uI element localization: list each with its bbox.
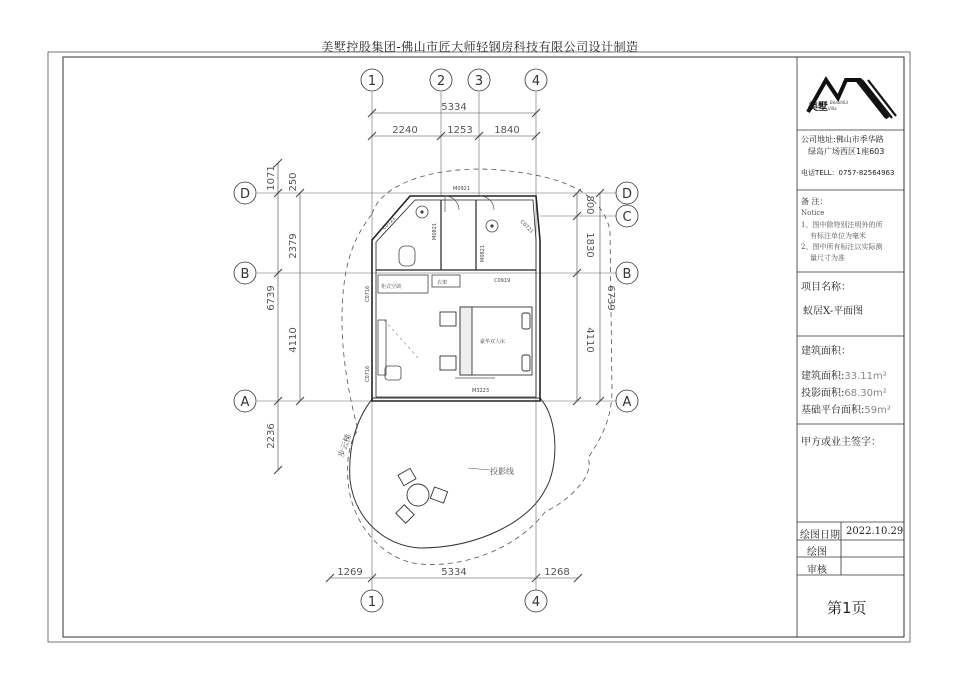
window-label: C0716 xyxy=(365,285,371,302)
door-label: M0821 xyxy=(432,222,438,240)
grid-col-label: 3 xyxy=(474,74,484,89)
grid-col-label: 4 xyxy=(531,595,541,610)
dim-right-total: 6739 xyxy=(605,285,616,311)
chair-icon xyxy=(385,366,401,380)
notes-item: 1、图中除特别注明外的所 xyxy=(801,221,883,229)
projection-line-label: 投影线 xyxy=(490,467,514,476)
area-platform: 基础平台面积:59m² xyxy=(801,405,891,416)
room-label: 衣架 xyxy=(437,280,448,286)
area-projection: 投影面积:68.30m² xyxy=(801,388,887,399)
stair-label: 步云梯 xyxy=(336,433,354,459)
sheet-title: 美墅控股集团-佛山市匠大师轻钢房科技有限公司设计制造 xyxy=(321,40,639,54)
window-label: C0716 xyxy=(365,365,371,382)
dim-top-seg: 1253 xyxy=(447,125,473,136)
notes-notice: Notice xyxy=(801,209,825,217)
window-label: C0721 xyxy=(381,215,397,232)
grid-axes xyxy=(257,92,617,590)
notes-label: 备 注： xyxy=(801,197,828,206)
company-address: 公司地址:佛山市季华路 xyxy=(801,135,884,144)
dim-top-seg: 2240 xyxy=(392,125,418,136)
date-value: 2022.10.29 xyxy=(846,526,904,537)
dim-left-seg: 1071 xyxy=(266,165,277,191)
grid-row-label: C xyxy=(622,210,632,225)
inner-border xyxy=(63,57,904,637)
grid-col-label: 1 xyxy=(367,595,377,610)
dim-bottom-seg: 1268 xyxy=(544,567,570,578)
drawn-label: 绘图 xyxy=(807,547,827,558)
client-sign-label: 甲方或业主签字： xyxy=(801,437,881,448)
area-building: 建筑面积:33.11m² xyxy=(801,371,887,382)
dim-left-total: 6739 xyxy=(266,285,277,311)
grid-row-label: A xyxy=(622,395,632,410)
notes-item: 量尺寸为准 xyxy=(810,254,845,262)
grid-row-label: D xyxy=(239,187,251,202)
grid-col-label: 2 xyxy=(436,74,446,89)
notes-item: 2、图中所有标注以实际测 xyxy=(801,243,883,251)
dim-top-seg: 1840 xyxy=(494,125,520,136)
logo-brand: 美墅 xyxy=(808,102,828,113)
dim-left-seg: 250 xyxy=(288,172,299,192)
dim-left-seg: 4110 xyxy=(288,327,299,353)
window-label: C0721 xyxy=(518,219,535,235)
area-label: 建筑面积： xyxy=(801,346,851,357)
check-label: 审核 xyxy=(807,565,827,576)
door-label: M0821 xyxy=(480,244,486,262)
dim-right-seg: 800 xyxy=(584,195,595,215)
company-tel: 电话TELL：0757-82564963 xyxy=(801,169,895,177)
grid-col-label: 4 xyxy=(531,74,541,89)
room-label: 豪华双人床 xyxy=(480,339,506,345)
dim-right-seg: 4110 xyxy=(584,327,595,353)
dim-top-total: 5334 xyxy=(441,102,467,113)
fixtures xyxy=(378,206,498,380)
logo-sub: Beautiful xyxy=(830,100,848,105)
deck-platform xyxy=(350,398,555,548)
window-label: C0919 xyxy=(494,278,511,284)
project-name: 蚁居X-平面图 xyxy=(803,306,864,317)
grid-row-label: B xyxy=(622,267,632,282)
dim-left-seg: 2236 xyxy=(266,423,277,449)
logo-sub: Villa xyxy=(828,106,837,111)
grid-row-label: D xyxy=(621,187,633,202)
door-label: M0921 xyxy=(453,186,471,192)
date-label: 绘图日期 xyxy=(800,530,840,541)
dim-left-seg: 2379 xyxy=(288,233,299,259)
company-logo xyxy=(808,80,896,118)
page-number: 第1页 xyxy=(827,599,867,617)
outdoor-table-set xyxy=(396,468,448,523)
grid-col-label: 1 xyxy=(367,74,377,89)
dim-bottom-seg: 5334 xyxy=(441,567,467,578)
company-address-line2: 绿岛广场西区1座603 xyxy=(808,147,885,156)
notes-item: 有标注单位为毫米 xyxy=(810,232,866,240)
door-label: M3223 xyxy=(472,388,490,394)
dim-bottom-seg: 1269 xyxy=(337,567,363,578)
grid-row-label: B xyxy=(240,267,250,282)
dim-right-seg: 1830 xyxy=(584,232,595,258)
grid-row-label: A xyxy=(240,395,250,410)
project-label: 项目名称： xyxy=(801,282,851,293)
room-label: 柜式空调 xyxy=(381,284,402,290)
